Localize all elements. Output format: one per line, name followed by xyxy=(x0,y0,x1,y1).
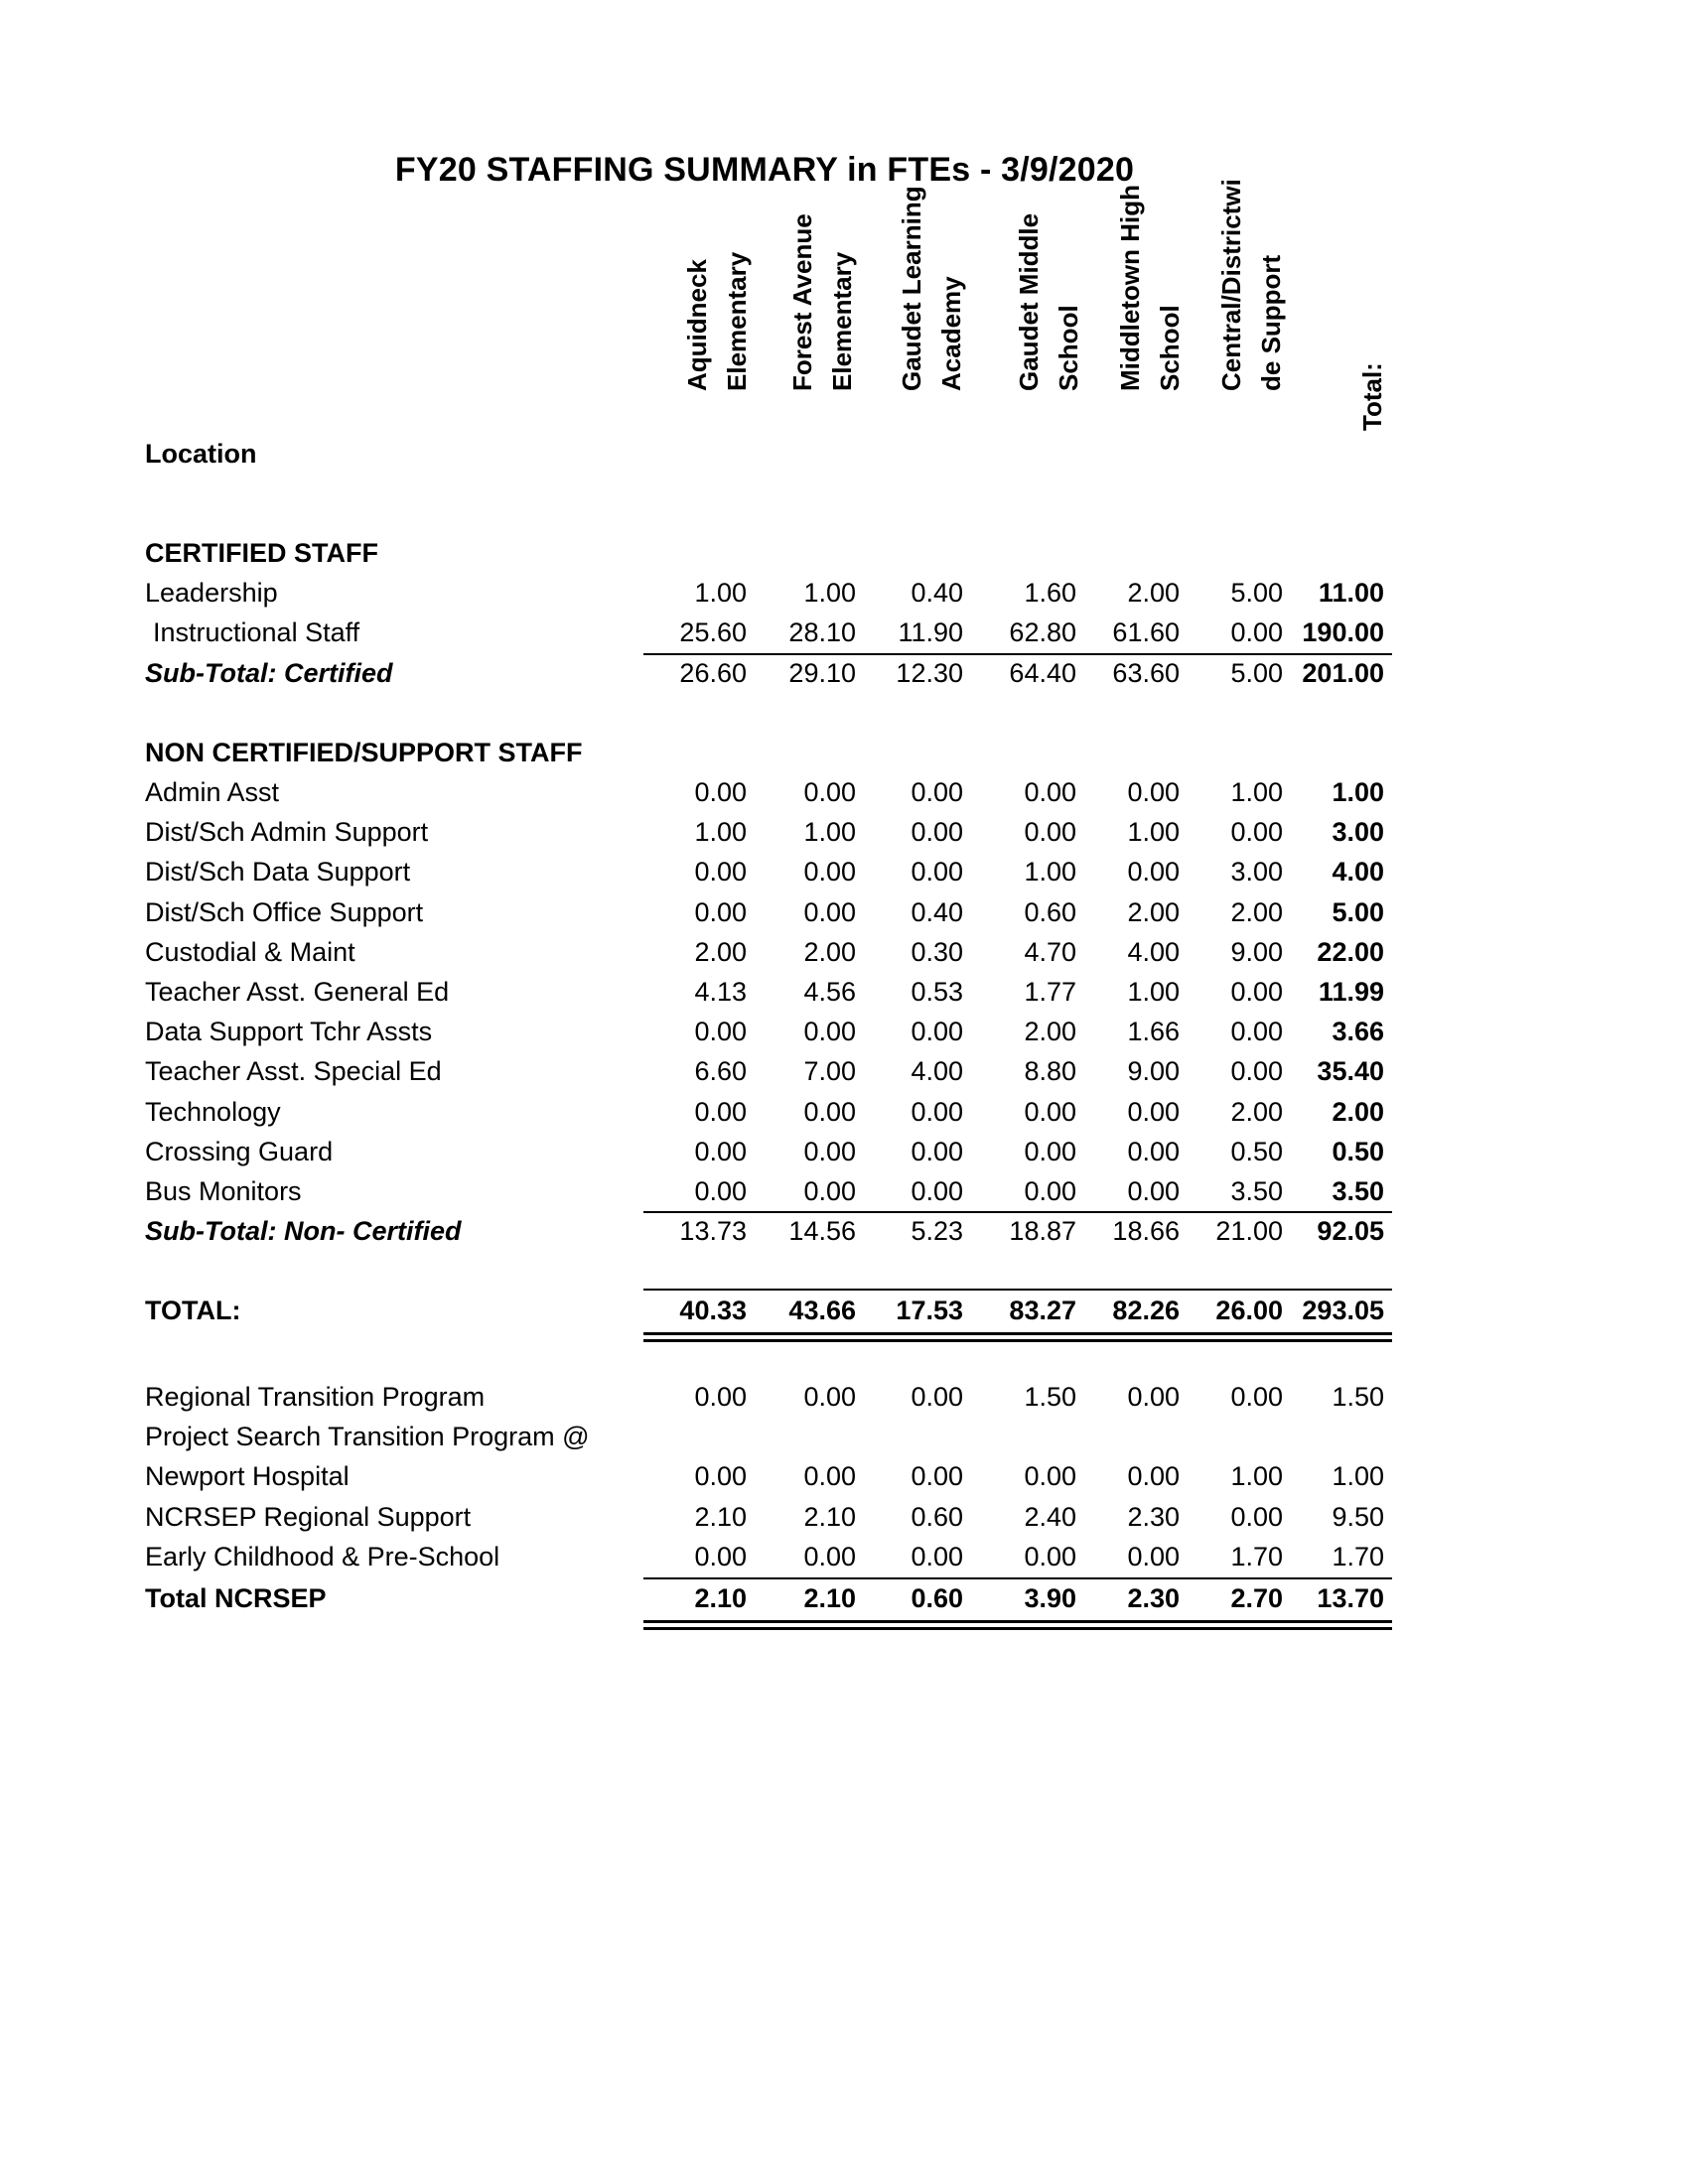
cell-gaudet-middle-school: 0.00 xyxy=(1024,1176,1076,1206)
row-label: Data Support Tchr Assts xyxy=(145,1017,433,1047)
section-certified-heading xyxy=(0,533,1688,573)
cell-central-districtwi-de-support: 0.00 xyxy=(1230,977,1283,1007)
cell-aquidneck-elementary: 2.00 xyxy=(694,936,747,967)
section-heading: CERTIFIED STAFF xyxy=(145,538,378,568)
cell-central-districtwi-de-support: 1.00 xyxy=(1230,1461,1283,1492)
cell-gaudet-learning-academy: 0.53 xyxy=(911,977,963,1007)
cell-middletown-high-school: 4.00 xyxy=(1127,936,1180,967)
cell-gaudet-middle-school: 8.80 xyxy=(1024,1056,1076,1087)
column-header-line2: Elementary xyxy=(722,251,752,391)
subtotal-row xyxy=(0,653,1688,693)
cell-total: 5.00 xyxy=(1332,896,1384,927)
row-label: NCRSEP Regional Support xyxy=(145,1501,472,1532)
cell-aquidneck-elementary: 0.00 xyxy=(694,777,747,807)
cell-aquidneck-elementary: 13.73 xyxy=(679,1216,747,1246)
cell-gaudet-learning-academy: 0.00 xyxy=(911,1017,963,1047)
cell-forest-avenue-elementary: 14.56 xyxy=(788,1216,856,1246)
cell-central-districtwi-de-support: 2.00 xyxy=(1230,896,1283,927)
row-label: Sub-Total: Certified xyxy=(145,658,393,688)
cell-total: 1.00 xyxy=(1332,777,1384,807)
table-row xyxy=(0,772,1688,812)
row-label: Sub-Total: Non- Certified xyxy=(145,1216,462,1246)
cell-gaudet-learning-academy: 0.00 xyxy=(911,1096,963,1127)
cell-gaudet-middle-school: 0.00 xyxy=(1024,1461,1076,1492)
cell-gaudet-middle-school: 2.00 xyxy=(1024,1017,1076,1047)
table-row xyxy=(0,1132,1688,1171)
cell-gaudet-middle-school: 1.50 xyxy=(1024,1382,1076,1412)
cell-aquidneck-elementary: 0.00 xyxy=(694,857,747,887)
column-header-line1: Total: xyxy=(1357,362,1387,431)
cell-aquidneck-elementary: 4.13 xyxy=(694,977,747,1007)
cell-gaudet-learning-academy: 0.00 xyxy=(911,1176,963,1206)
cell-forest-avenue-elementary: 4.56 xyxy=(803,977,856,1007)
cell-gaudet-learning-academy: 0.00 xyxy=(911,1136,963,1166)
cell-central-districtwi-de-support: 9.00 xyxy=(1230,936,1283,967)
row-label: Total NCRSEP xyxy=(145,1583,327,1613)
column-header-line1: Aquidneck xyxy=(682,259,712,391)
table-row xyxy=(0,932,1688,972)
cell-gaudet-learning-academy: 11.90 xyxy=(898,617,963,648)
cell-gaudet-learning-academy: 0.60 xyxy=(911,1583,963,1613)
cell-middletown-high-school: 2.30 xyxy=(1127,1501,1180,1532)
cell-total: 22.00 xyxy=(1317,936,1384,967)
total-double-rule xyxy=(643,1332,1392,1335)
cell-middletown-high-school: 0.00 xyxy=(1127,1096,1180,1127)
total-double-rule xyxy=(643,1339,1392,1342)
cell-gaudet-learning-academy: 12.30 xyxy=(896,658,963,688)
section-heading: NON CERTIFIED/SUPPORT STAFF xyxy=(145,738,583,767)
cell-forest-avenue-elementary: 0.00 xyxy=(803,1382,856,1412)
table-row xyxy=(0,1092,1688,1132)
table-row xyxy=(0,573,1688,613)
subtotal-row xyxy=(0,1211,1688,1251)
cell-middletown-high-school: 82.26 xyxy=(1112,1296,1180,1325)
cell-gaudet-middle-school: 83.27 xyxy=(1009,1296,1076,1325)
cell-total: 293.05 xyxy=(1302,1296,1384,1325)
row-label: Dist/Sch Admin Support xyxy=(145,817,429,848)
cell-total: 11.00 xyxy=(1318,578,1384,608)
cell-middletown-high-school: 2.30 xyxy=(1127,1583,1180,1613)
cell-gaudet-middle-school: 2.40 xyxy=(1024,1501,1076,1532)
section-non-certified-heading xyxy=(0,733,1688,772)
cell-aquidneck-elementary: 0.00 xyxy=(694,1136,747,1166)
cell-gaudet-middle-school: 0.00 xyxy=(1024,1136,1076,1166)
cell-central-districtwi-de-support: 3.00 xyxy=(1230,857,1283,887)
cell-forest-avenue-elementary: 29.10 xyxy=(788,658,856,688)
cell-middletown-high-school: 0.00 xyxy=(1127,857,1180,887)
cell-gaudet-learning-academy: 0.00 xyxy=(911,1461,963,1492)
cell-forest-avenue-elementary: 7.00 xyxy=(803,1056,856,1087)
cell-gaudet-learning-academy: 0.00 xyxy=(911,857,963,887)
cell-aquidneck-elementary: 0.00 xyxy=(694,1017,747,1047)
cell-middletown-high-school: 2.00 xyxy=(1127,578,1180,608)
column-header-line1: Gaudet Middle xyxy=(1014,212,1044,391)
cell-gaudet-learning-academy: 0.40 xyxy=(911,896,963,927)
cell-middletown-high-school: 1.00 xyxy=(1127,817,1180,848)
cell-central-districtwi-de-support: 0.00 xyxy=(1230,617,1283,648)
row-label: Regional Transition Program xyxy=(145,1382,486,1412)
cell-forest-avenue-elementary: 1.00 xyxy=(803,817,856,848)
cell-forest-avenue-elementary: 0.00 xyxy=(803,1017,856,1047)
cell-gaudet-learning-academy: 0.00 xyxy=(911,1382,963,1412)
row-label: Admin Asst xyxy=(145,777,280,807)
row-label: Technology xyxy=(145,1096,281,1127)
table-row xyxy=(0,1417,1688,1456)
cell-forest-avenue-elementary: 43.66 xyxy=(788,1296,856,1325)
cell-total: 3.50 xyxy=(1332,1176,1384,1206)
cell-aquidneck-elementary: 25.60 xyxy=(679,617,747,648)
table-row xyxy=(0,852,1688,891)
page-title: FY20 STAFFING SUMMARY in FTEs - 3/9/2020 xyxy=(394,151,1135,189)
row-label: Dist/Sch Data Support xyxy=(145,857,411,887)
column-header-line2: de Support xyxy=(1256,254,1286,391)
cell-middletown-high-school: 1.66 xyxy=(1127,1017,1180,1047)
cell-forest-avenue-elementary: 2.00 xyxy=(803,936,856,967)
cell-middletown-high-school: 0.00 xyxy=(1127,1176,1180,1206)
cell-central-districtwi-de-support: 21.00 xyxy=(1215,1216,1283,1246)
row-label: Instructional Staff xyxy=(153,617,360,648)
cell-forest-avenue-elementary: 1.00 xyxy=(803,578,856,608)
cell-central-districtwi-de-support: 2.00 xyxy=(1230,1096,1283,1127)
cell-total: 1.50 xyxy=(1332,1382,1384,1412)
cell-total: 1.00 xyxy=(1332,1461,1384,1492)
cell-gaudet-learning-academy: 0.00 xyxy=(911,1541,963,1571)
cell-gaudet-learning-academy: 0.00 xyxy=(911,777,963,807)
cell-gaudet-learning-academy: 0.60 xyxy=(911,1501,963,1532)
cell-central-districtwi-de-support: 0.50 xyxy=(1230,1136,1283,1166)
cell-central-districtwi-de-support: 0.00 xyxy=(1230,817,1283,848)
cell-forest-avenue-elementary: 0.00 xyxy=(803,1096,856,1127)
row-label: Early Childhood & Pre-School xyxy=(145,1541,500,1571)
cell-gaudet-learning-academy: 0.30 xyxy=(911,936,963,967)
row-label: Leadership xyxy=(145,578,278,608)
column-header-line1: Gaudet Learning xyxy=(897,186,926,391)
column-header-line2: Elementary xyxy=(827,251,857,391)
table-row xyxy=(0,812,1688,852)
table-row xyxy=(0,1171,1688,1211)
cell-total: 4.00 xyxy=(1332,857,1384,887)
cell-central-districtwi-de-support: 26.00 xyxy=(1215,1296,1283,1325)
cell-forest-avenue-elementary: 0.00 xyxy=(803,777,856,807)
cell-central-districtwi-de-support: 0.00 xyxy=(1230,1056,1283,1087)
cell-aquidneck-elementary: 0.00 xyxy=(694,1096,747,1127)
cell-total: 9.50 xyxy=(1332,1501,1384,1532)
cell-aquidneck-elementary: 26.60 xyxy=(679,658,747,688)
cell-middletown-high-school: 0.00 xyxy=(1127,777,1180,807)
cell-middletown-high-school: 61.60 xyxy=(1112,617,1180,648)
row-label: Teacher Asst. Special Ed xyxy=(145,1056,442,1087)
cell-gaudet-middle-school: 1.60 xyxy=(1024,578,1076,608)
cell-central-districtwi-de-support: 1.00 xyxy=(1230,777,1283,807)
column-header-line1: Central/Districtwi xyxy=(1216,179,1246,391)
cell-middletown-high-school: 9.00 xyxy=(1127,1056,1180,1087)
cell-aquidneck-elementary: 2.10 xyxy=(694,1501,747,1532)
cell-aquidneck-elementary: 0.00 xyxy=(694,1541,747,1571)
cell-aquidneck-elementary: 1.00 xyxy=(694,817,747,848)
table-row xyxy=(0,1537,1688,1576)
cell-total: 201.00 xyxy=(1302,658,1384,688)
row-label: Bus Monitors xyxy=(145,1176,302,1206)
table-row xyxy=(0,1456,1688,1496)
row-label: TOTAL: xyxy=(145,1296,241,1325)
cell-aquidneck-elementary: 0.00 xyxy=(694,896,747,927)
cell-forest-avenue-elementary: 2.10 xyxy=(803,1583,856,1613)
cell-middletown-high-school: 0.00 xyxy=(1127,1541,1180,1571)
row-label: Newport Hospital xyxy=(145,1461,350,1492)
cell-gaudet-middle-school: 62.80 xyxy=(1009,617,1076,648)
cell-total: 3.00 xyxy=(1332,817,1384,848)
cell-total: 3.66 xyxy=(1332,1017,1384,1047)
cell-forest-avenue-elementary: 0.00 xyxy=(803,1176,856,1206)
column-header-line1: Middletown High xyxy=(1115,185,1145,391)
row-label: Custodial & Maint xyxy=(145,936,355,967)
cell-gaudet-learning-academy: 17.53 xyxy=(896,1296,963,1325)
cell-aquidneck-elementary: 1.00 xyxy=(694,578,747,608)
cell-gaudet-learning-academy: 0.00 xyxy=(911,817,963,848)
cell-total: 2.00 xyxy=(1332,1096,1384,1127)
cell-middletown-high-school: 2.00 xyxy=(1127,896,1180,927)
ncrsep-double-rule xyxy=(643,1627,1392,1630)
column-header-line2: Academy xyxy=(936,276,966,391)
cell-gaudet-learning-academy: 5.23 xyxy=(911,1216,963,1246)
table-row xyxy=(0,613,1688,652)
cell-middletown-high-school: 63.60 xyxy=(1112,658,1180,688)
row-label: Dist/Sch Office Support xyxy=(145,896,424,927)
cell-forest-avenue-elementary: 0.00 xyxy=(803,1136,856,1166)
table-row xyxy=(0,1012,1688,1051)
table-row xyxy=(0,972,1688,1012)
row-label: Teacher Asst. General Ed xyxy=(145,977,450,1007)
cell-gaudet-middle-school: 0.00 xyxy=(1024,1541,1076,1571)
cell-central-districtwi-de-support: 3.50 xyxy=(1230,1176,1283,1206)
ncrsep-total-row xyxy=(0,1578,1688,1618)
cell-aquidneck-elementary: 6.60 xyxy=(694,1056,747,1087)
cell-central-districtwi-de-support: 0.00 xyxy=(1230,1382,1283,1412)
cell-aquidneck-elementary: 0.00 xyxy=(694,1382,747,1412)
cell-gaudet-middle-school: 0.00 xyxy=(1024,1096,1076,1127)
cell-total: 11.99 xyxy=(1318,977,1384,1007)
cell-gaudet-middle-school: 0.60 xyxy=(1024,896,1076,927)
table-row xyxy=(0,892,1688,932)
column-header-line1: Forest Avenue xyxy=(787,213,817,391)
cell-central-districtwi-de-support: 5.00 xyxy=(1230,578,1283,608)
cell-gaudet-middle-school: 4.70 xyxy=(1024,936,1076,967)
cell-total: 1.70 xyxy=(1332,1541,1384,1571)
cell-aquidneck-elementary: 2.10 xyxy=(694,1583,747,1613)
cell-forest-avenue-elementary: 0.00 xyxy=(803,1461,856,1492)
cell-forest-avenue-elementary: 2.10 xyxy=(803,1501,856,1532)
table-row xyxy=(0,1051,1688,1091)
column-header-line2: School xyxy=(1054,305,1083,391)
cell-aquidneck-elementary: 0.00 xyxy=(694,1176,747,1206)
cell-gaudet-middle-school: 3.90 xyxy=(1024,1583,1076,1613)
cell-forest-avenue-elementary: 0.00 xyxy=(803,857,856,887)
cell-total: 0.50 xyxy=(1332,1136,1384,1166)
cell-gaudet-middle-school: 64.40 xyxy=(1009,658,1076,688)
cell-central-districtwi-de-support: 2.70 xyxy=(1230,1583,1283,1613)
cell-total: 13.70 xyxy=(1317,1583,1384,1613)
cell-gaudet-middle-school: 1.77 xyxy=(1024,977,1076,1007)
cell-aquidneck-elementary: 40.33 xyxy=(679,1296,747,1325)
cell-total: 92.05 xyxy=(1317,1216,1384,1246)
cell-gaudet-learning-academy: 4.00 xyxy=(911,1056,963,1087)
cell-total: 35.40 xyxy=(1317,1056,1384,1087)
cell-central-districtwi-de-support: 1.70 xyxy=(1230,1541,1283,1571)
grand-total-row xyxy=(0,1291,1688,1330)
row-label: Crossing Guard xyxy=(145,1136,334,1166)
cell-forest-avenue-elementary: 0.00 xyxy=(803,1541,856,1571)
cell-middletown-high-school: 0.00 xyxy=(1127,1382,1180,1412)
cell-gaudet-middle-school: 1.00 xyxy=(1024,857,1076,887)
table-row xyxy=(0,1497,1688,1537)
cell-total: 190.00 xyxy=(1302,617,1384,648)
cell-central-districtwi-de-support: 0.00 xyxy=(1230,1501,1283,1532)
table-row xyxy=(0,1377,1688,1417)
cell-gaudet-middle-school: 18.87 xyxy=(1009,1216,1076,1246)
location-header: Location xyxy=(145,439,257,469)
cell-central-districtwi-de-support: 0.00 xyxy=(1230,1017,1283,1047)
cell-middletown-high-school: 0.00 xyxy=(1127,1136,1180,1166)
row-label: Project Search Transition Program @ xyxy=(145,1422,590,1452)
cell-central-districtwi-de-support: 5.00 xyxy=(1230,658,1283,688)
column-header-line2: School xyxy=(1155,305,1185,391)
cell-middletown-high-school: 0.00 xyxy=(1127,1461,1180,1492)
cell-gaudet-learning-academy: 0.40 xyxy=(911,578,963,608)
cell-forest-avenue-elementary: 28.10 xyxy=(788,617,856,648)
cell-aquidneck-elementary: 0.00 xyxy=(694,1461,747,1492)
cell-forest-avenue-elementary: 0.00 xyxy=(803,896,856,927)
cell-gaudet-middle-school: 0.00 xyxy=(1024,777,1076,807)
cell-middletown-high-school: 18.66 xyxy=(1112,1216,1180,1246)
cell-middletown-high-school: 1.00 xyxy=(1127,977,1180,1007)
ncrsep-double-rule xyxy=(643,1620,1392,1623)
cell-gaudet-middle-school: 0.00 xyxy=(1024,817,1076,848)
